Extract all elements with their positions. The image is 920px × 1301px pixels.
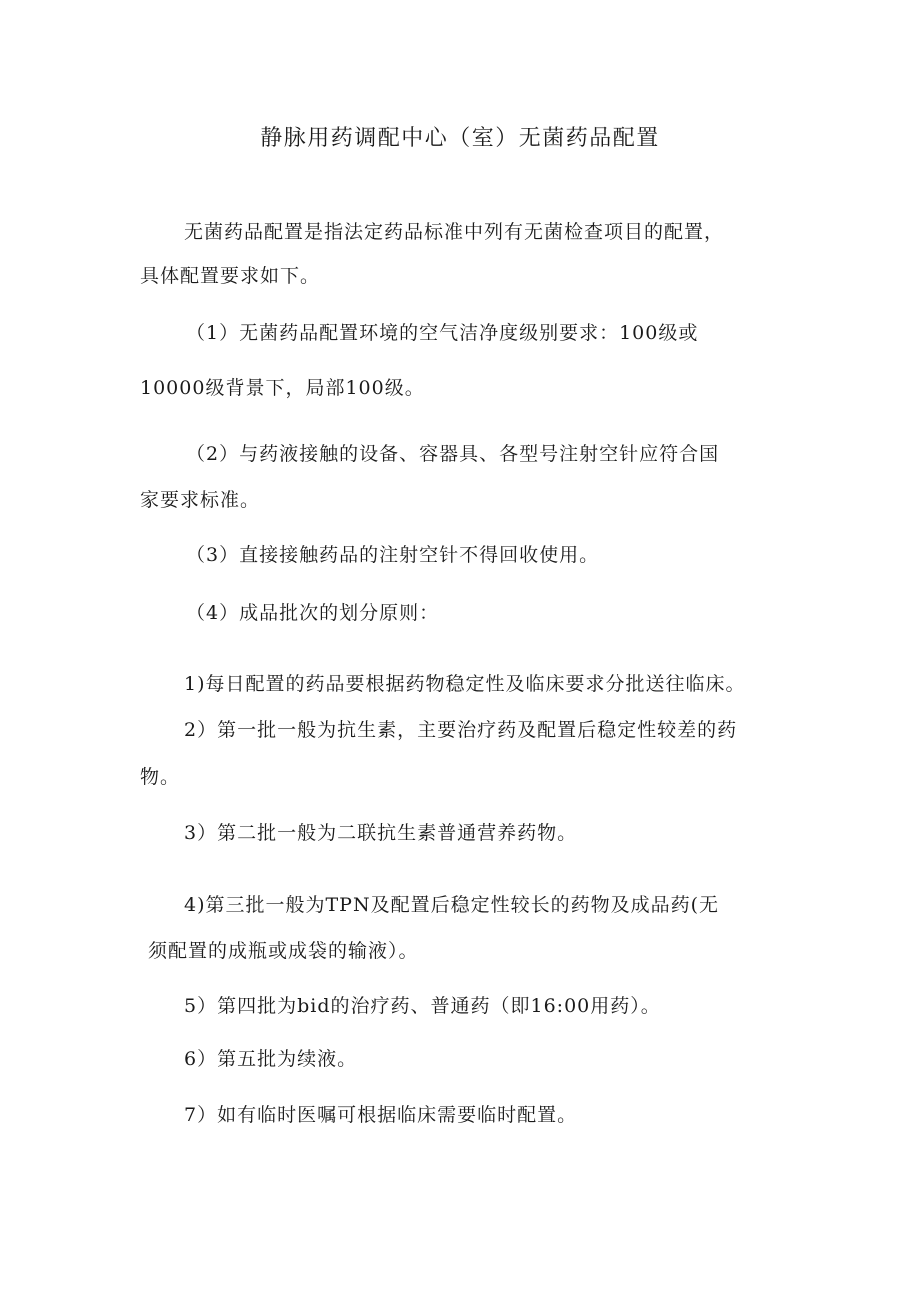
item-4-line-1: （4）成品批次的划分原则： bbox=[186, 602, 440, 624]
subitem-2-line-2: 物。 bbox=[140, 766, 181, 788]
subitem-1-line-1: 1)每日配置的药品要根据药物稳定性及临床要求分批送往临床。 bbox=[184, 673, 746, 695]
subitem-5-line-1: 5）第四批为bid的治疗药、普通药（即16:00用药）。 bbox=[184, 995, 661, 1017]
subitem-4-line-1: 4)第三批一般为TPN及配置后稳定性较长的药物及成品药(无 bbox=[184, 894, 719, 916]
subitem-3-line-1: 3）第二批一般为二联抗生素普通营养药物。 bbox=[184, 822, 578, 844]
subitem-4-line-2: 须配置的成瓶或成袋的输液）。 bbox=[148, 940, 419, 962]
item-2-line-1: （2）与药液接触的设备、容器具、各型号注射空针应符合国 bbox=[186, 443, 720, 465]
subitem-2-line-1: 2）第一批一般为抗生素，主要治疗药及配置后稳定性较差的药 bbox=[184, 719, 738, 741]
subitem-6-line-1: 6）第五批为续液。 bbox=[184, 1048, 358, 1070]
item-3-line-1: （3）直接接触药品的注射空针不得回收使用。 bbox=[186, 544, 600, 566]
item-2-line-2: 家要求标准。 bbox=[140, 489, 261, 511]
item-1-line-2: 10000级背景下，局部100级。 bbox=[140, 377, 425, 399]
intro-line-2: 具体配置要求如下。 bbox=[140, 265, 321, 287]
item-1-line-1: （1）无菌药品配置环境的空气洁净度级别要求：100级或 bbox=[186, 322, 699, 344]
intro-line-1: 无菌药品配置是指法定药品标准中列有无菌检查项目的配置， bbox=[184, 221, 725, 243]
document-title: 静脉用药调配中心（室）无菌药品配置 bbox=[260, 126, 660, 151]
subitem-7-line-1: 7）如有临时医嘱可根据临床需要临时配置。 bbox=[184, 1104, 578, 1126]
